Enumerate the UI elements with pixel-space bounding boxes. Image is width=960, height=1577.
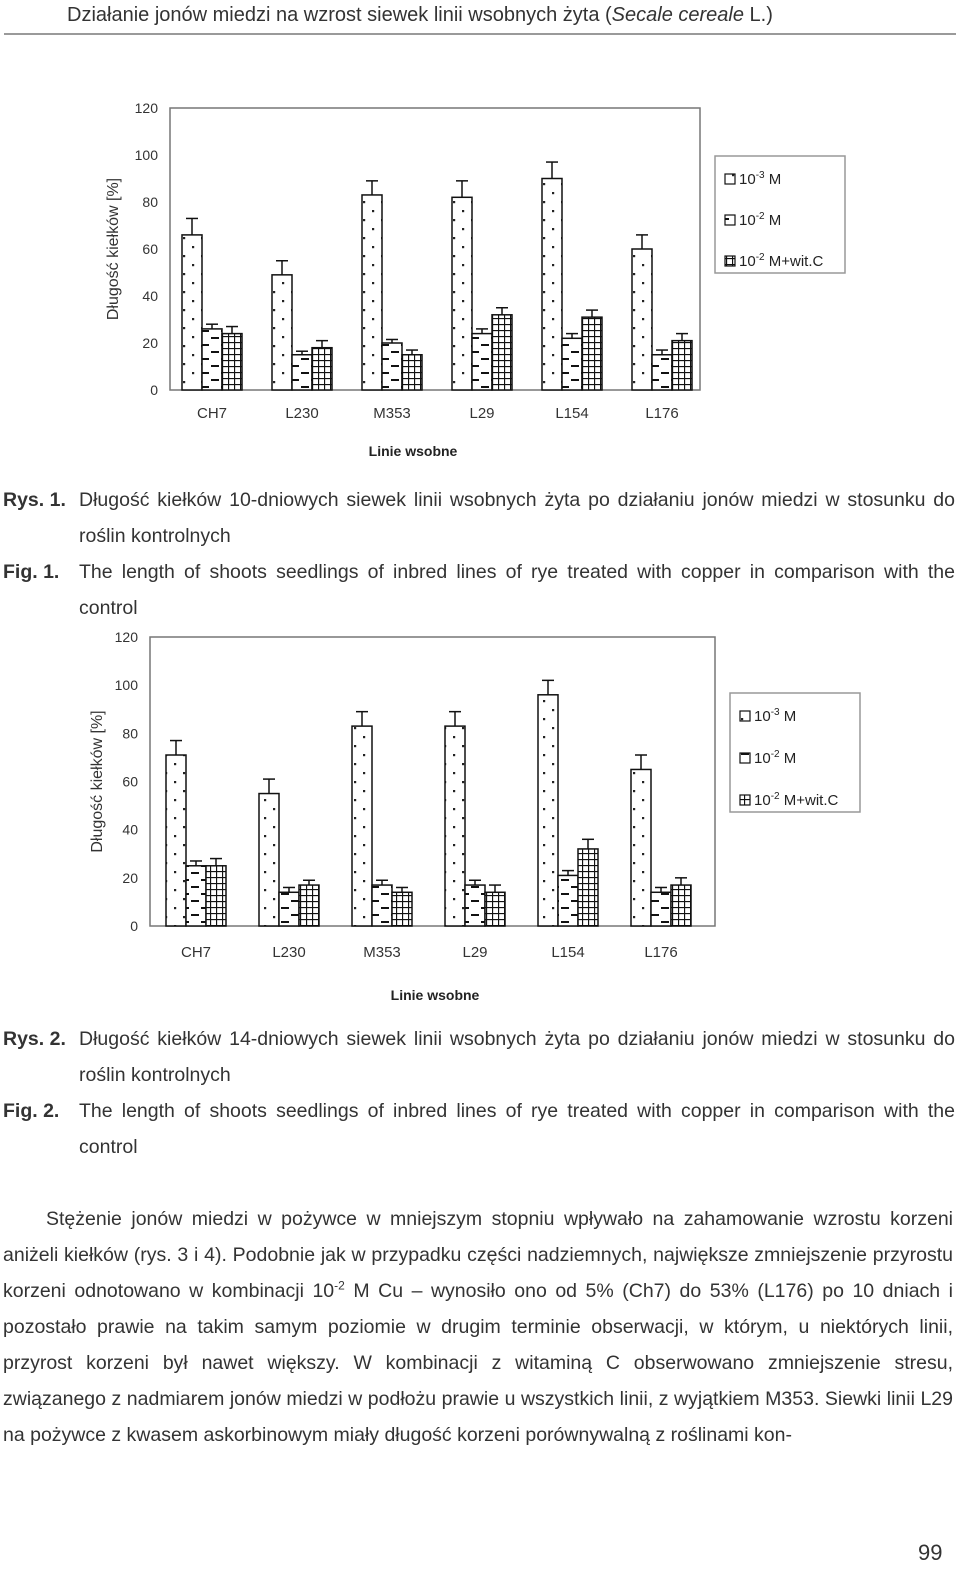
running-header xyxy=(0,0,960,36)
legend-swatch xyxy=(725,174,735,184)
bar xyxy=(362,195,382,390)
figure-2-caption-en xyxy=(3,1093,955,1165)
legend-swatch xyxy=(740,711,750,721)
y-tick-label: 100 xyxy=(114,677,138,694)
legend-label: $10^{-2}$ M xyxy=(739,211,782,229)
bar xyxy=(632,249,652,390)
bar xyxy=(652,355,672,390)
y-axis-label: Długość kiełków [%] xyxy=(89,710,106,853)
x-tick-label: L154 xyxy=(555,405,589,422)
bar xyxy=(222,334,242,390)
bar xyxy=(538,695,558,926)
figure-1-label-pl: Rys. 1. xyxy=(3,489,66,511)
bar xyxy=(472,334,492,390)
x-tick-label: L29 xyxy=(462,944,488,961)
header-rule xyxy=(4,33,956,35)
y-tick-label: 40 xyxy=(122,821,138,838)
bar xyxy=(272,275,292,390)
figure-2-bar-chart xyxy=(0,625,960,1010)
bar xyxy=(182,235,202,390)
y-tick-label: 120 xyxy=(134,100,158,116)
bar xyxy=(206,866,226,926)
bar xyxy=(578,849,598,926)
x-tick-label: CH7 xyxy=(196,405,228,422)
figure-1-caption-pl xyxy=(3,482,955,554)
body-text-part-2: M Cu – wynosiło ono od 5% (Ch7) do 53% (L176) po 10 dniach i pozostało prawie na takim samym poziomie w drugim terminie obserwacji, w którym, u niektórych linii, przyrost korzeni był nawet większy. W kombinacji z witaminą C obserwowano zmniejszenie stresu, związanego z nadmiarem jonów miedzi w podłożu prawie u wszystkich linii, z wyjątkiem M353. Siewki linii L29 na pożywce z kwasem askorbinowym miały długość korzeni porównywalną z roślinami kon- xyxy=(3,1280,953,1446)
legend xyxy=(730,693,860,812)
bar xyxy=(186,866,206,926)
bar xyxy=(558,875,578,926)
x-tick-label: M353 xyxy=(363,944,401,961)
legend-swatch xyxy=(740,753,750,763)
figure-1-label-en: Fig. 1. xyxy=(3,561,60,583)
bar xyxy=(452,197,472,390)
x-tick-label: M353 xyxy=(373,405,411,422)
figure-2-caption-en-text: The length of shoots seedlings of inbred lines of rye treated with copper in comparison with the control xyxy=(79,1100,955,1158)
x-tick-label: L154 xyxy=(551,944,585,961)
bar xyxy=(492,315,512,390)
body-text-part-1: Stężenie jonów miedzi w pożywce w mniejszym stopniu wpływało na zahamowanie wzrostu korzeni aniżeli kiełków (rys. 3 i 4). Podobnie jak w przypadku części nadziemnych, największe zmniejszenie przyrostu korzeni odnotowano w kombinacji 10 xyxy=(3,1208,953,1302)
body-paragraph xyxy=(3,1201,953,1453)
legend-swatch xyxy=(725,215,735,225)
x-axis-label: Linie wsobne xyxy=(390,987,480,1003)
bar xyxy=(672,341,692,390)
y-tick-label: 20 xyxy=(142,335,158,351)
legend-swatch xyxy=(740,795,750,805)
legend-swatch xyxy=(725,256,735,266)
body-superscript: -2 xyxy=(334,1278,345,1293)
bar xyxy=(279,892,299,926)
y-tick-label: 20 xyxy=(122,869,138,886)
legend-label: $10^{-3}$ M xyxy=(754,707,797,725)
x-tick-label: L176 xyxy=(645,405,679,422)
x-tick-label: L230 xyxy=(272,944,306,961)
bar xyxy=(445,726,465,926)
bar xyxy=(542,179,562,391)
bar xyxy=(382,343,402,390)
y-tick-label: 60 xyxy=(122,773,138,790)
bar xyxy=(671,885,691,926)
figure-1-caption-pl-text: Długość kiełków 10-dniowych siewek linii wsobnych żyta po działaniu jonów miedzi w stosunku do roślin kontrolnych xyxy=(79,489,955,547)
page-number: 99 xyxy=(918,1540,943,1565)
bar xyxy=(259,794,279,926)
x-tick-label: L29 xyxy=(469,405,495,422)
y-tick-label: 0 xyxy=(130,918,138,934)
legend xyxy=(715,156,845,273)
bar xyxy=(651,892,671,926)
bar xyxy=(292,355,312,390)
bar xyxy=(465,885,485,926)
y-tick-label: 120 xyxy=(114,629,138,645)
x-tick-label: CH7 xyxy=(180,944,212,961)
bar xyxy=(312,348,332,390)
y-tick-label: 40 xyxy=(142,288,158,304)
bar xyxy=(352,726,372,926)
bar xyxy=(631,769,651,926)
legend-label: $10^{-2}$ M+wit.C xyxy=(739,252,824,270)
y-tick-label: 80 xyxy=(142,194,158,210)
bar xyxy=(485,892,505,926)
x-tick-label: L176 xyxy=(644,944,678,961)
bar xyxy=(372,885,392,926)
bar xyxy=(402,355,422,390)
legend-label: $10^{-2}$ M+wit.C xyxy=(754,791,839,809)
figure-1-caption-en-text: The length of shoots seedlings of inbred lines of rye treated with copper in comparison with the control xyxy=(79,561,955,619)
figure-1-bar-chart xyxy=(0,90,960,470)
y-tick-label: 0 xyxy=(150,382,158,398)
y-axis-label: Długość kiełków [%] xyxy=(105,177,122,321)
x-axis-label: Linie wsobne xyxy=(368,443,458,459)
legend-label: $10^{-2}$ M xyxy=(754,749,797,767)
legend-label: $10^{-3}$ M xyxy=(739,170,782,188)
figure-1-caption-en xyxy=(3,554,955,626)
figure-2-caption-pl xyxy=(3,1021,955,1093)
y-tick-label: 100 xyxy=(134,147,158,163)
bar xyxy=(166,755,186,926)
y-tick-label: 80 xyxy=(122,725,138,742)
bar xyxy=(202,329,222,390)
running-header-title: Działanie jonów miedzi na wzrost siewek linii wsobnych żyta (Secale cereale L.) xyxy=(67,4,773,26)
y-tick-label: 60 xyxy=(142,241,158,257)
plot-area xyxy=(170,108,700,390)
figure-2-caption-pl-text: Długość kiełków 14-dniowych siewek linii wsobnych żyta po działaniu jonów miedzi w stosunku do roślin kontrolnych xyxy=(79,1028,955,1086)
x-tick-label: L230 xyxy=(285,405,319,422)
figure-2-label-pl: Rys. 2. xyxy=(3,1028,66,1050)
bar xyxy=(299,885,319,926)
bar xyxy=(562,338,582,390)
bar xyxy=(392,892,412,926)
figure-2-label-en: Fig. 2. xyxy=(3,1100,60,1122)
bar xyxy=(582,317,602,390)
